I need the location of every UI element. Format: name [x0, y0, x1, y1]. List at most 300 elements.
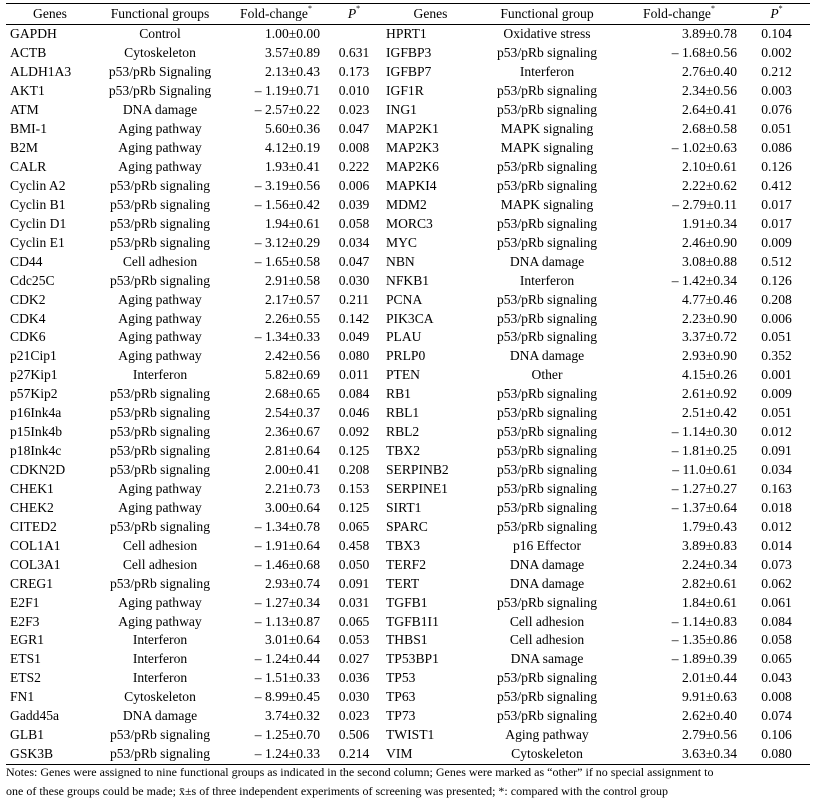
functional-group-left: Cell adhesion [122, 537, 198, 553]
functional-group-right: p53/pRb signaling [496, 102, 598, 118]
p-value-left: 0.039 [338, 196, 370, 212]
table-row [6, 707, 810, 726]
functional-group-right: Aging pathway [505, 727, 589, 743]
gene-left: ETS1 [10, 651, 41, 667]
p-value-left: 0.065 [338, 613, 370, 629]
table-row [6, 347, 810, 366]
gene-right: IGFBP7 [386, 64, 432, 80]
fold-change-left: – 1.46±0.68 [254, 556, 320, 572]
gene-left: B2M [10, 140, 38, 156]
header-genes-left: Genes [6, 4, 94, 25]
p-value-right: 0.051 [761, 329, 792, 345]
functional-group-left: p53/pRb signaling [109, 443, 211, 459]
gene-right: RB1 [386, 386, 411, 402]
functional-group-left: Aging pathway [118, 140, 202, 156]
fold-change-right: 9.91±0.63 [681, 689, 737, 705]
functional-group-left: Aging pathway [118, 499, 202, 515]
gene-left: p27Kip1 [10, 367, 58, 383]
functional-group-right: p16 Effector [512, 537, 582, 553]
gene-left: CHEK2 [10, 499, 54, 515]
functional-group-right: DNA damage [509, 348, 585, 364]
functional-group-left: p53/pRb signaling [94, 745, 226, 764]
p-value-left: 0.208 [338, 462, 370, 478]
functional-group-right: Cytoskeleton [479, 745, 615, 764]
fold-change-right: – 1.68±0.56 [671, 45, 737, 61]
p-value-right: 0.058 [761, 632, 792, 648]
gene-left: CDK6 [10, 329, 46, 345]
fold-change-left: 2.68±0.65 [264, 386, 320, 402]
header-fold-change-right: Fold-change* [615, 4, 743, 25]
fold-change-right: 2.23±0.90 [681, 310, 737, 326]
functional-group-left: Aging pathway [118, 348, 202, 364]
fold-change-right: 2.01±0.44 [681, 670, 737, 686]
p-value-left: 0.047 [338, 121, 370, 137]
p-value-left: 0.023 [338, 102, 370, 118]
gene-right: RBL1 [386, 405, 420, 421]
fold-change-left: 2.36±0.67 [264, 424, 320, 440]
table-row [6, 101, 810, 120]
p-value-right: 0.106 [761, 727, 792, 743]
functional-group-right: p53/pRb signaling [496, 462, 598, 478]
table-row [6, 177, 810, 196]
table-row [6, 233, 810, 252]
functional-group-left: p53/pRb signaling [109, 462, 211, 478]
gene-right: TP63 [386, 689, 416, 705]
gene-right: PTEN [386, 367, 420, 383]
table-row [6, 461, 810, 480]
functional-group-right: Other [531, 367, 563, 383]
table-row [6, 517, 810, 536]
p-value-right: 0.126 [761, 159, 792, 175]
functional-group-left: Aging pathway [118, 329, 202, 345]
functional-group-left: p53/pRb signaling [109, 386, 211, 402]
p-value-left: 0.030 [338, 689, 370, 705]
fold-change-right: 2.51±0.42 [681, 405, 737, 421]
table-row [6, 139, 810, 158]
fold-change-right: 1.84±0.61 [681, 594, 737, 610]
table-row [6, 158, 810, 177]
p-value-left: 0.036 [338, 670, 370, 686]
fold-change-right: 2.34±0.56 [681, 83, 737, 99]
p-value-left: 0.008 [338, 140, 370, 156]
p-value-right: 0.017 [761, 196, 792, 212]
fold-change-right: 2.46±0.90 [681, 234, 737, 250]
gene-right: MAP2K3 [386, 140, 439, 156]
gene-right: SERPINB2 [386, 462, 449, 478]
gene-left: CITED2 [10, 518, 57, 534]
p-value-left: 0.031 [338, 594, 370, 610]
fold-change-left: – 1.56±0.42 [254, 196, 320, 212]
p-value-right: 0.008 [761, 689, 792, 705]
fold-change-right: – 1.37±0.64 [671, 499, 737, 515]
functional-group-right: DNA samage [510, 651, 584, 667]
p-value-right: 0.018 [761, 499, 792, 515]
functional-group-left: p53/pRb signaling [109, 575, 211, 591]
fold-change-right: – 1.35±0.86 [671, 632, 737, 648]
gene-right: PCNA [386, 291, 423, 307]
p-value-left: 0.006 [338, 177, 370, 193]
functional-group-right: p53/pRb signaling [496, 499, 598, 515]
p-value-left: 0.046 [338, 405, 370, 421]
fold-change-left: – 1.34±0.33 [254, 329, 320, 345]
p-value-left: 0.125 [338, 443, 370, 459]
p-value-left: 0.092 [338, 424, 370, 440]
functional-group-left: p53/pRb Signaling [108, 64, 212, 80]
fold-change-right: – 1.14±0.83 [671, 613, 737, 629]
p-value-left: 0.080 [338, 348, 370, 364]
functional-group-right: Cell adhesion [509, 632, 585, 648]
p-value-left: 0.010 [338, 83, 370, 99]
gene-right: TP53 [386, 670, 416, 686]
functional-group-left: p53/pRb signaling [109, 405, 211, 421]
table-row [6, 309, 810, 328]
gene-right: MORC3 [386, 215, 433, 231]
fold-change-right: – 1.02±0.63 [671, 140, 737, 156]
functional-group-left: Interferon [132, 367, 188, 383]
p-value-right: 0.002 [761, 45, 792, 61]
functional-group-left: Cytoskeleton [124, 689, 196, 705]
fold-change-right: – 11.0±0.61 [672, 462, 737, 478]
p-value-left: 0.011 [338, 367, 370, 383]
functional-group-right: DNA damage [509, 556, 585, 572]
fold-change-right: 1.91±0.34 [681, 215, 737, 231]
p-value-left: 0.458 [338, 537, 370, 553]
gene-left: ALDH1A3 [10, 64, 72, 80]
functional-group-left: p53/pRb signaling [109, 727, 211, 743]
functional-group-right: Interferon [519, 64, 575, 80]
functional-group-right: DNA damage [509, 253, 585, 269]
fold-change-right: 2.61±0.92 [681, 386, 737, 402]
fold-change-left: – 1.34±0.78 [254, 518, 320, 534]
table-row [6, 480, 810, 499]
p-value-left: 0.222 [338, 159, 370, 175]
fold-change-left: 3.00±0.64 [264, 499, 320, 515]
gene-left: GAPDH [6, 25, 94, 44]
table-row [6, 498, 810, 517]
gene-right: SPARC [386, 518, 428, 534]
fold-change-left: 5.60±0.36 [264, 121, 320, 137]
gene-right: TERT [386, 575, 420, 591]
fold-change-left: 2.42±0.56 [264, 348, 320, 364]
p-value-left: 0.631 [338, 45, 370, 61]
p-value-right: 0.006 [761, 310, 792, 326]
table-row [6, 574, 810, 593]
fold-change-right: 2.68±0.58 [681, 121, 737, 137]
p-value-left: 0.053 [338, 632, 370, 648]
gene-right: VIM [382, 745, 479, 764]
table-row [6, 612, 810, 631]
fold-change-left: 2.00±0.41 [264, 462, 320, 478]
gene-right: IGF1R [386, 83, 424, 99]
functional-group-right: p53/pRb signaling [496, 689, 598, 705]
functional-group-right: p53/pRb signaling [496, 386, 598, 402]
fold-change-left: 3.57±0.89 [264, 45, 320, 61]
p-value-left: 0.084 [338, 386, 370, 402]
gene-right: PLAU [386, 329, 422, 345]
gene-left: ACTB [10, 45, 47, 61]
fold-change-right: 2.22±0.62 [681, 177, 737, 193]
fold-change-right: – 1.42±0.34 [671, 272, 737, 288]
fold-change-left: 1.93±0.41 [264, 159, 320, 175]
gene-left: COL1A1 [10, 537, 61, 553]
p-value-left: 0.214 [326, 745, 382, 764]
fold-change-left: 4.12±0.19 [264, 140, 320, 156]
p-value-left: 0.091 [338, 575, 370, 591]
functional-group-left: Aging pathway [118, 159, 202, 175]
functional-group-right: p53/pRb signaling [496, 215, 598, 231]
p-value-left: 0.049 [338, 329, 370, 345]
functional-group-right: MAPK signaling [500, 140, 594, 156]
table-row [6, 328, 810, 347]
p-value-left: 0.506 [338, 727, 370, 743]
functional-group-right: p53/pRb signaling [496, 594, 598, 610]
p-value-right: 0.014 [761, 537, 792, 553]
fold-change-left: – 1.25±0.70 [254, 727, 320, 743]
p-value-right: 0.208 [761, 291, 792, 307]
gene-left: ETS2 [10, 670, 41, 686]
gene-right: THBS1 [386, 632, 428, 648]
gene-right: TWIST1 [386, 727, 435, 743]
functional-group-left: p53/pRb signaling [109, 234, 211, 250]
p-value-right: 0.065 [761, 651, 792, 667]
table-row [6, 669, 810, 688]
table-row [6, 195, 810, 214]
gene-left: p15Ink4b [10, 424, 63, 440]
table-row [6, 366, 810, 385]
table-row [6, 726, 810, 745]
gene-right: MAP2K6 [386, 159, 439, 175]
functional-group-right: MAPK signaling [500, 121, 594, 137]
p-value-right: 0.012 [761, 424, 792, 440]
p-value-right: 0.212 [761, 64, 792, 80]
functional-group-right: DNA damage [509, 575, 585, 591]
gene-left: CD44 [10, 253, 43, 269]
table-row [6, 688, 810, 707]
p-value-left: 0.211 [338, 291, 370, 307]
gene-left: CDKN2D [10, 462, 66, 478]
header-functional-group-right: Functional group [479, 4, 615, 25]
functional-group-right: Interferon [519, 272, 575, 288]
gene-left: Cyclin E1 [10, 234, 65, 250]
fold-change-left: – 1.51±0.33 [254, 670, 320, 686]
p-value-right: 0.352 [761, 348, 792, 364]
gene-right: TERF2 [386, 556, 427, 572]
p-value-right: 0.512 [761, 253, 792, 269]
functional-group-right: p53/pRb signaling [496, 234, 598, 250]
functional-group-right: p53/pRb signaling [496, 83, 598, 99]
gene-right: IGFBP3 [386, 45, 432, 61]
table-row [6, 120, 810, 139]
functional-group-right: Cell adhesion [509, 613, 585, 629]
functional-group-left: DNA damage [122, 102, 198, 118]
p-value-right: 0.009 [761, 234, 792, 250]
p-value-right: 0.073 [761, 556, 792, 572]
fold-change-right: 3.37±0.72 [681, 329, 737, 345]
functional-group-right: p53/pRb signaling [496, 45, 598, 61]
functional-group-left: Aging pathway [118, 613, 202, 629]
p-value-left [326, 25, 382, 44]
table-header-row [6, 4, 810, 25]
p-value-left: 0.065 [338, 518, 370, 534]
functional-group-left: p53/pRb signaling [109, 177, 211, 193]
gene-left: E2F3 [10, 613, 40, 629]
gene-right: SERPINE1 [386, 480, 448, 496]
gene-left: COL3A1 [10, 556, 61, 572]
notes-line-1: Notes: Genes were assigned to nine functional groups as indicated in the second column; Genes were marked as “other” if no special assignment to [6, 765, 714, 779]
p-value-right: 0.104 [743, 25, 810, 44]
fold-change-right: 2.64±0.41 [681, 102, 737, 118]
fold-change-right: – 1.27±0.27 [671, 480, 737, 496]
gene-right: TBX2 [386, 443, 420, 459]
gene-right: RBL2 [386, 424, 420, 440]
fold-change-right: 2.10±0.61 [681, 159, 737, 175]
fold-change-left: 1.00±0.00 [226, 25, 326, 44]
gene-right: MDM2 [386, 196, 427, 212]
fold-change-right: 1.79±0.43 [681, 518, 737, 534]
table-row [6, 593, 810, 612]
p-value-right: 0.086 [761, 140, 792, 156]
table-row [6, 745, 810, 764]
gene-right: NBN [386, 253, 415, 269]
table-row [6, 252, 810, 271]
gene-right: ING1 [386, 102, 417, 118]
table-row [6, 536, 810, 555]
p-value-right: 0.126 [761, 272, 792, 288]
p-value-right: 0.009 [761, 386, 792, 402]
p-value-right: 0.003 [761, 83, 792, 99]
fold-change-right: 3.89±0.83 [681, 537, 737, 553]
fold-change-right: – 1.89±0.39 [671, 651, 737, 667]
p-value-right: 0.061 [761, 594, 792, 610]
fold-change-right: 2.93±0.90 [681, 348, 737, 364]
functional-group-left: p53/pRb Signaling [108, 83, 212, 99]
gene-left: CHEK1 [10, 480, 54, 496]
p-value-right: 0.084 [761, 613, 792, 629]
p-value-right: 0.074 [761, 708, 792, 724]
p-value-right: 0.043 [761, 670, 792, 686]
fold-change-right: – 1.81±0.25 [671, 443, 737, 459]
fold-change-left: 2.13±0.43 [264, 64, 320, 80]
fold-change-left: 3.01±0.64 [264, 632, 320, 648]
gene-left: p16Ink4a [10, 405, 62, 421]
fold-change-left: – 1.24±0.44 [254, 651, 320, 667]
fold-change-right: 2.79±0.56 [681, 727, 737, 743]
fold-change-left: – 3.12±0.29 [254, 234, 320, 250]
gene-left: BMI-1 [10, 121, 48, 137]
gene-right: SIRT1 [386, 499, 422, 515]
gene-left: CREG1 [10, 575, 54, 591]
gene-left: GSK3B [6, 745, 94, 764]
functional-group-left: p53/pRb signaling [109, 215, 211, 231]
functional-group-left: Aging pathway [118, 291, 202, 307]
table-row [6, 385, 810, 404]
p-value-left: 0.027 [338, 651, 370, 667]
p-value-left: 0.142 [338, 310, 370, 326]
fold-change-left: – 1.27±0.34 [254, 594, 320, 610]
p-value-left: 0.153 [338, 480, 370, 496]
gene-left: p18Ink4c [10, 443, 62, 459]
gene-left: CDK2 [10, 291, 46, 307]
p-value-right: 0.017 [761, 215, 792, 231]
fold-change-right: 2.82±0.61 [681, 575, 737, 591]
p-value-left: 0.030 [338, 272, 370, 288]
gene-left: Gadd45a [10, 708, 60, 724]
p-value-right: 0.034 [761, 462, 792, 478]
functional-group-right: p53/pRb signaling [496, 424, 598, 440]
functional-group-left: Cell adhesion [122, 556, 198, 572]
gene-right: TBX3 [386, 537, 420, 553]
header-p-right: P* [743, 4, 810, 25]
gene-left: Cyclin B1 [10, 196, 66, 212]
gene-right: TGFB1I1 [386, 613, 439, 629]
table-row [6, 442, 810, 461]
gene-left: CALR [10, 159, 47, 175]
p-value-left: 0.050 [338, 556, 370, 572]
fold-change-left: 2.21±0.73 [264, 480, 320, 496]
header-fold-change-left: Fold-change* [226, 4, 326, 25]
fold-change-right: 3.89±0.78 [615, 25, 743, 44]
p-value-left: 0.047 [338, 253, 370, 269]
gene-left: AKT1 [10, 83, 45, 99]
fold-change-left: 1.94±0.61 [264, 215, 320, 231]
functional-group-left: Cell adhesion [122, 253, 198, 269]
gene-left: E2F1 [10, 594, 40, 610]
table-row [6, 290, 810, 309]
functional-group-right: p53/pRb signaling [496, 708, 598, 724]
gene-left: FN1 [10, 689, 35, 705]
p-value-right: 0.051 [761, 121, 792, 137]
functional-group-left: Aging pathway [118, 310, 202, 326]
fold-change-right: 2.62±0.40 [681, 708, 737, 724]
p-value-left: 0.058 [338, 215, 370, 231]
functional-group-right: p53/pRb signaling [496, 443, 598, 459]
fold-change-left: 2.93±0.74 [264, 575, 320, 591]
functional-group-left: Control [94, 25, 226, 44]
functional-group-right: p53/pRb signaling [496, 670, 598, 686]
fold-change-left: 2.54±0.37 [264, 405, 320, 421]
fold-change-left: – 8.99±0.45 [254, 689, 320, 705]
table-row [6, 44, 810, 63]
header-functional-groups-left: Functional groups [94, 4, 226, 25]
p-value-right: 0.001 [761, 367, 792, 383]
gene-left: GLB1 [10, 727, 44, 743]
functional-group-left: p53/pRb signaling [109, 272, 211, 288]
gene-expression-table [6, 3, 810, 765]
header-p-left: P* [326, 4, 382, 25]
table-row [6, 25, 810, 44]
gene-left: CDK4 [10, 310, 46, 326]
functional-group-right: p53/pRb signaling [496, 159, 598, 175]
fold-change-left: – 1.19±0.71 [254, 83, 320, 99]
table-row [6, 404, 810, 423]
gene-left: EGR1 [10, 632, 44, 648]
fold-change-right: 3.63±0.34 [615, 745, 743, 764]
gene-right: MYC [386, 234, 417, 250]
p-value-left: 0.173 [338, 64, 370, 80]
functional-group-left: p53/pRb signaling [109, 518, 211, 534]
functional-group-right: p53/pRb signaling [496, 291, 598, 307]
fold-change-left: 2.26±0.55 [264, 310, 320, 326]
table-row [6, 271, 810, 290]
fold-change-left: – 1.24±0.33 [226, 745, 326, 764]
fold-change-left: 2.81±0.64 [264, 443, 320, 459]
functional-group-left: p53/pRb signaling [109, 424, 211, 440]
fold-change-right: 4.15±0.26 [681, 367, 737, 383]
fold-change-right: 4.77±0.46 [681, 291, 737, 307]
functional-group-right: p53/pRb signaling [496, 310, 598, 326]
gene-right: PRLP0 [386, 348, 426, 364]
gene-right: MAPKI4 [386, 177, 437, 193]
